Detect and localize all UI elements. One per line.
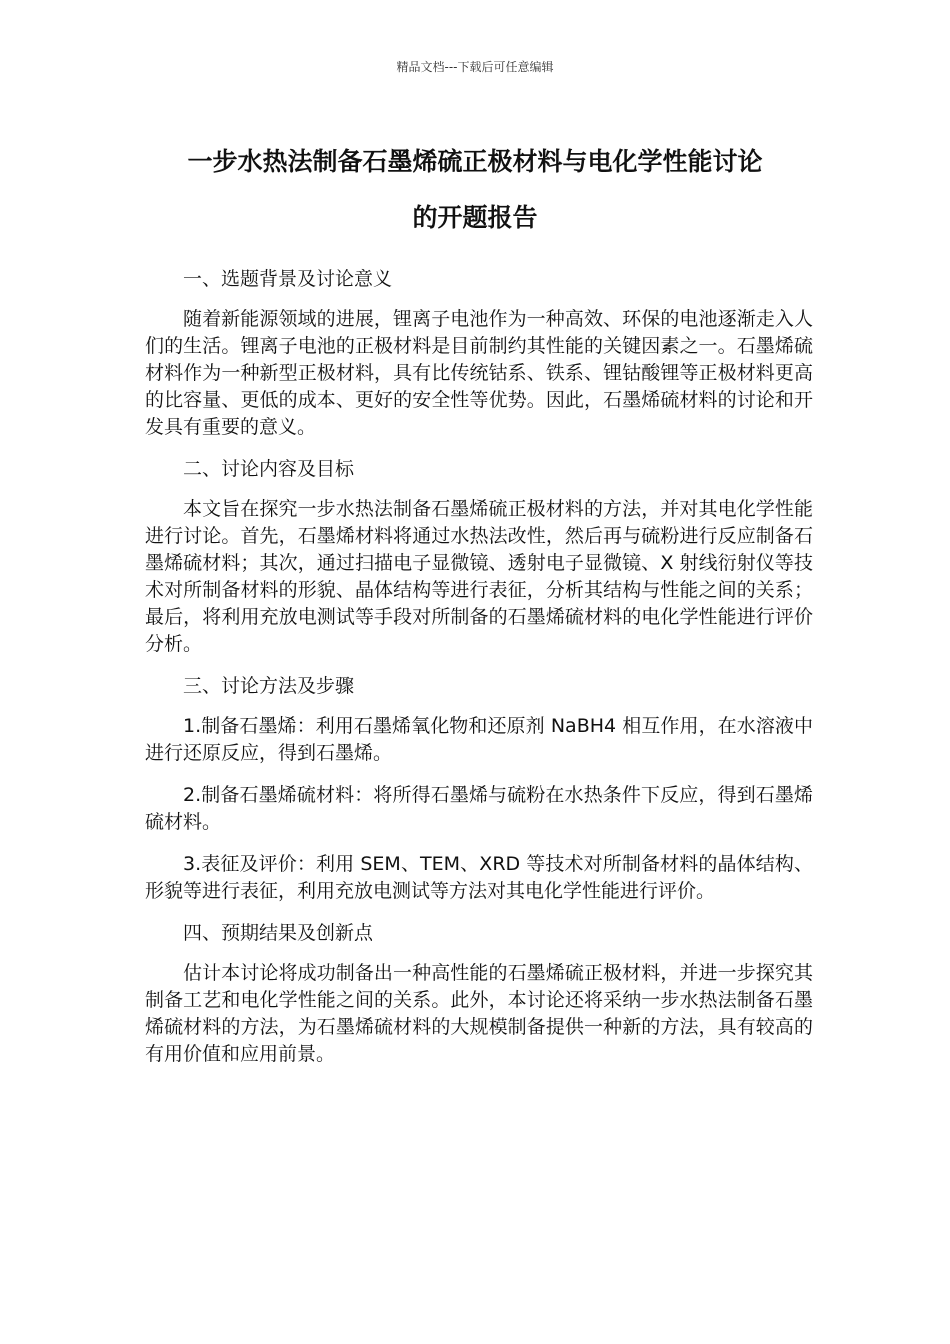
section-content-goals xyxy=(145,456,813,658)
section-methods xyxy=(145,673,813,905)
paragraph: 随着新能源领域的进展，锂离子电池作为一种高效、环保的电池逐渐走入人们的生活。锂离子电池的正极材料是目前制约其性能的关键因素之一。石墨烯硫材料作为一种新型正极材料，具有比传统钴系、铁系、锂钴酸锂等正极材料更高的比容量、更低的成本、更好的安全性等优势。因此，石墨烯硫材料的讨论和开发具有重要的意义。 xyxy=(145,308,813,438)
section-heading: 三、讨论方法及步骤 xyxy=(183,675,355,697)
section-heading: 二、讨论内容及目标 xyxy=(183,458,355,480)
section-heading: 四、预期结果及创新点 xyxy=(183,922,374,944)
title-line-2: 的开题报告 xyxy=(412,203,538,232)
header-note: 精品文档---下载后可任意编辑 xyxy=(396,60,554,74)
paragraph: 2.制备石墨烯硫材料：将所得石墨烯与硫粉在水热条件下反应，得到石墨烯硫材料。 xyxy=(145,784,813,833)
paragraph: 本文旨在探究一步水热法制备石墨烯硫正极材料的方法，并对其电化学性能进行讨论。首先，石墨烯材料将通过水热法改性，然后再与硫粉进行反应制备石墨烯硫材料；其次，通过扫描电子显微镜、透射电子显微镜、X 射线衍射仪等技术对所制备材料的形貌、晶体结构等进行表征，分析其结构与性能之间的关系；最后，将利用充放电测试等手段对所制备的石墨烯硫材料的电化学性能进行评价分析。 xyxy=(145,498,813,655)
paragraph: 3.表征及评价：利用 SEM、TEM、XRD 等技术对所制备材料的晶体结构、形貌等进行表征，利用充放电测试等方法对其电化学性能进行评价。 xyxy=(145,853,813,902)
section-heading: 一、选题背景及讨论意义 xyxy=(183,268,393,290)
paragraph: 1.制备石墨烯：利用石墨烯氧化物和还原剂 NaBH4 相互作用，在水溶液中进行还原反应，得到石墨烯。 xyxy=(145,715,813,764)
section-expected-results xyxy=(145,920,813,1068)
section-background xyxy=(145,266,813,441)
document-body xyxy=(145,266,813,1083)
paragraph: 估计本讨论将成功制备出一种高性能的石墨烯硫正极材料，并进一步探究其制备工艺和电化学性能之间的关系。此外，本讨论还将采纳一步水热法制备石墨烯硫材料的方法，为石墨烯硫材料的大规模制备提供一种新的方法，具有较高的有用价值和应用前景。 xyxy=(145,962,813,1065)
title-line-1: 一步水热法制备石墨烯硫正极材料与电化学性能讨论 xyxy=(187,147,763,176)
document-title xyxy=(120,134,830,246)
